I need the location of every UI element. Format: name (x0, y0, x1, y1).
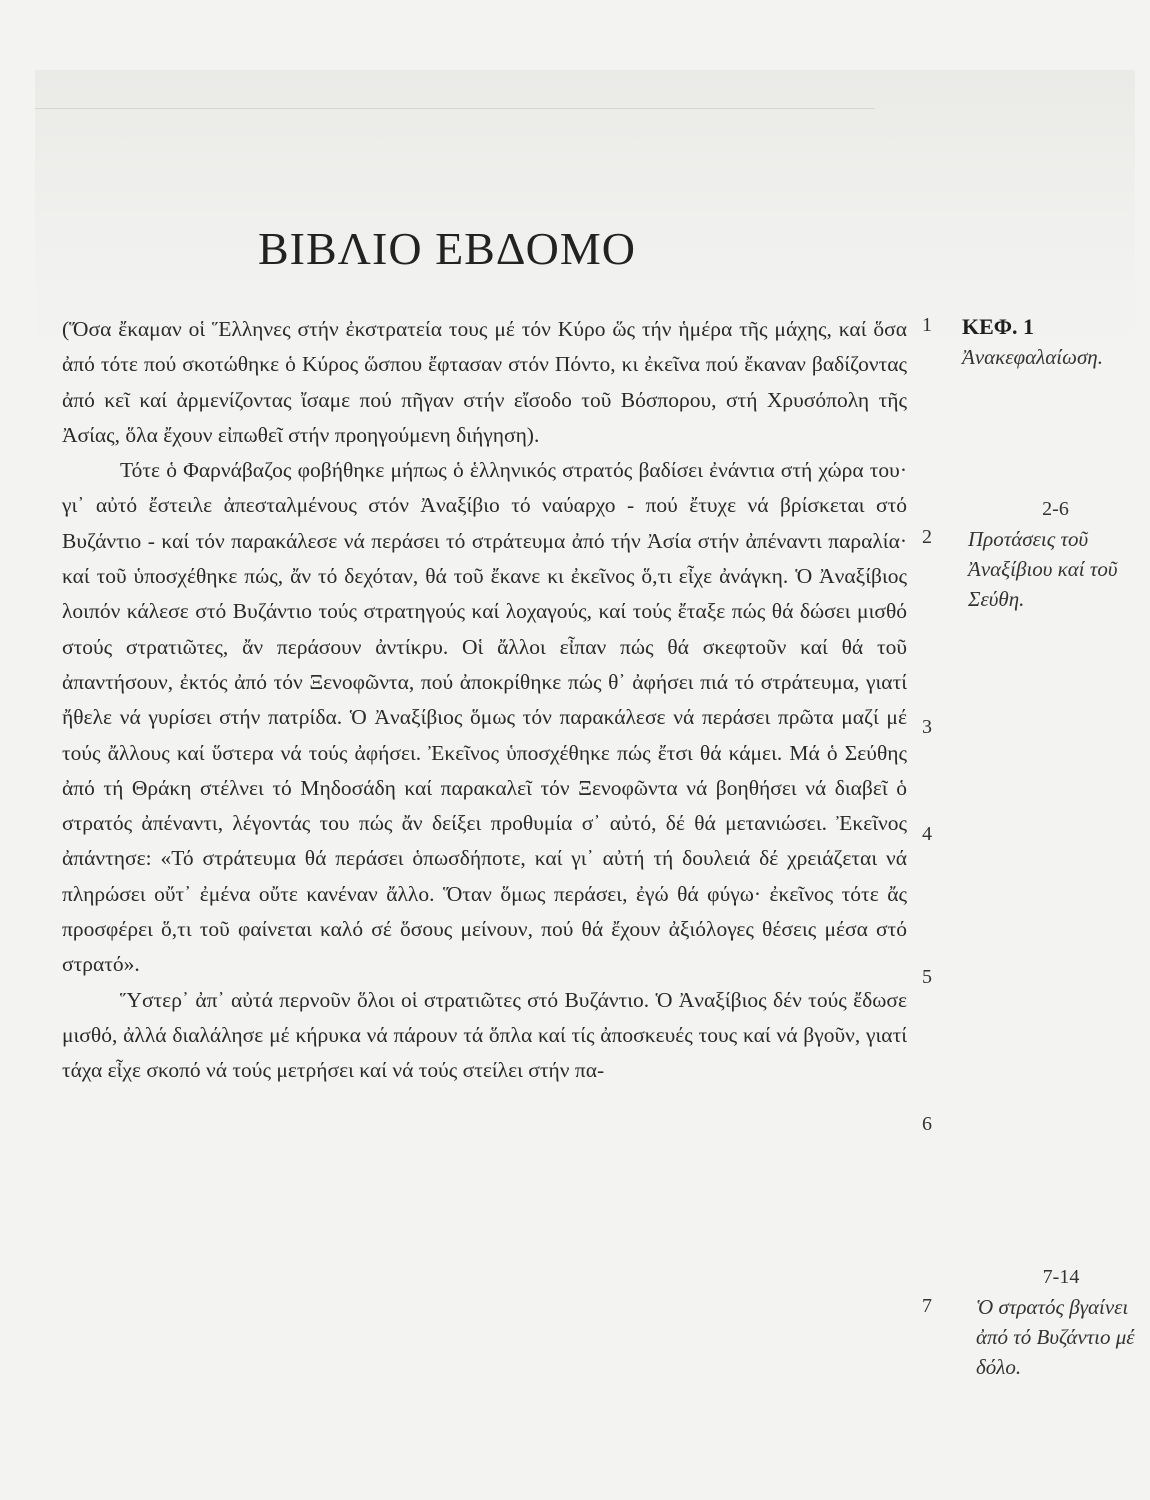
chapter-heading: ΚΕΦ. 1 (962, 314, 1035, 339)
paragraph-1: (Ὅσα ἔκαμαν οἱ Ἕλληνες στήν ἐκστρατεία τους μέ τόν Κύρο ὥς τήν ἡμέρα τῆς μάχης, καί ὅσα ἀπό τότε πού σκοτώθηκε ὁ Κύρος ὥσπου ἔφτασαν στόν Πόντο, κι ἐκεῖνα πού ἔκαναν βαδίζοντας ἀπό κεῖ καί ἀρμενίζοντας ἴσαμε πού πῆγαν στήν εἴσοδο τοῦ Βόσπορου, στή Χρυσόπολη τῆς Ἀσίας, ὅλα ἔχουν εἰπωθεῖ στήν προηγούμενη διήγηση). (62, 317, 907, 447)
margin-note-text: Προτάσεις τοῦ Ἀναξίβιου καί τοῦ Σεύθη. (968, 527, 1118, 611)
line-number-2: 2 (922, 526, 932, 548)
margin-note-range: 7-14 (1042, 1266, 1080, 1288)
paragraph-3: Ὕστερ᾽ ἀπ᾽ αὐτά περνοῦν ὅλοι οἱ στρατιῶτες στό Βυζάντιο. Ὁ Ἀναξίβιος δέν τούς ἔδωσε μισθό, ἀλλά διαλάλησε μέ κήρυκα νά πάρουν τά ὅπλα καί τίς ἀποσκευές τους καί νά βγοῦν, γιατί τάχα εἶχε σκοπό νά τούς μετρήσει καί νά τούς στείλει στήν πα- (62, 987, 907, 1083)
margin-note-chapter (962, 312, 1103, 372)
line-number-6: 6 (922, 1113, 932, 1135)
margin-note-text: Ὁ στρατός βγαίνει ἀπό τό Βυζάντιο μέ δόλο. (976, 1295, 1135, 1379)
bleed-through-rule (35, 108, 875, 109)
margin-note-7-14 (976, 1262, 1146, 1382)
line-number-7: 7 (922, 1295, 932, 1317)
margin-note-text: Ἀνακεφαλαίωση. (962, 345, 1103, 369)
margin-note-2-6 (968, 494, 1143, 614)
line-number-3: 3 (922, 716, 932, 738)
book-title: ΒΙΒΛΙΟ ΕΒΔΟΜΟ (258, 223, 636, 274)
line-number-5: 5 (922, 966, 932, 988)
bleed-through-shadow (35, 70, 1135, 350)
margin-note-range: 2-6 (1042, 498, 1069, 520)
line-number-4: 4 (922, 823, 932, 845)
line-number-1: 1 (922, 314, 932, 336)
main-text (62, 312, 907, 1089)
paragraph-2: Τότε ὁ Φαρνάβαζος φοβήθηκε μήπως ὁ ἑλληνικός στρατός βαδίσει ἐνάντια στή χώρα του· γι᾽ αὐτό ἔστειλε ἀπεσταλμένους στόν Ἀναξίβιο τό ναύαρχο - πού ἔτυχε νά βρίσκεται στό Βυζάντιο - καί τόν παρακάλεσε νά περάσει τό στράτευμα ἀπό τήν Ἀσία στήν ἀπέναντι παραλία· καί τοῦ ὑποσχέθηκε πώς, ἄν τό δεχόταν, θά τοῦ ἔκανε κι ἐκεῖνος ὅ,τι εἶχε ἀνάγκη. Ὁ Ἀναξίβιος λοιπόν κάλεσε στό Βυζάντιο τούς στρατηγούς καί λοχαγούς, καί τούς ἔταξε πώς θά δώσει μισθό στούς στρατιῶτες, ἄν περάσουν ἀντίκρυ. Οἱ ἄλλοι εἶπαν πώς θά σκεφτοῦν καί θά τοῦ ἀπαντήσουν, ἐκτός ἀπό τόν Ξενοφῶντα, πού ἀποκρίθηκε πώς θ᾽ ἀφήσει πιά τό στράτευμα, γιατί ἤθελε νά γυρίσει στήν πατρίδα. Ὁ Ἀναξίβιος ὅμως τόν παρακάλεσε νά περάσει πρῶτα μαζί μέ τούς ἄλλους καί ὕστερα νά τούς ἀφήσει. Ἐκεῖνος ὑποσχέθηκε πώς ἔτσι θά κάμει. Μά ὁ Σεύθης ἀπό τή Θράκη στέλνει τό Μηδοσάδη καί παρακαλεῖ τόν Ξενοφῶντα νά βοηθήσει νά διαβεῖ ὁ στρατός ἀπέναντι, λέγοντάς του πώς ἄν δείξει προθυμία σ᾽ αὐτό, δέ θά μετανιώσει. Ἐκεῖνος ἀπάντησε: «Τό στράτευμα θά περάσει ὁπωσδήποτε, καί γι᾽ αὐτή τή δουλειά δέ χρειάζεται νά πληρώσει οὔτ᾽ ἐμένα οὔτε κανέναν ἄλλο. Ὅταν ὅμως περάσει, ἐγώ θά φύγω· ἐκεῖνος τότε ἄς προσφέρει ὅ,τι τοῦ φαίνεται καλό σέ ὅσους μείνουν, πού θά ἔχουν ἀξιόλογες θέσεις μέσα στό στρατό». (62, 458, 907, 977)
